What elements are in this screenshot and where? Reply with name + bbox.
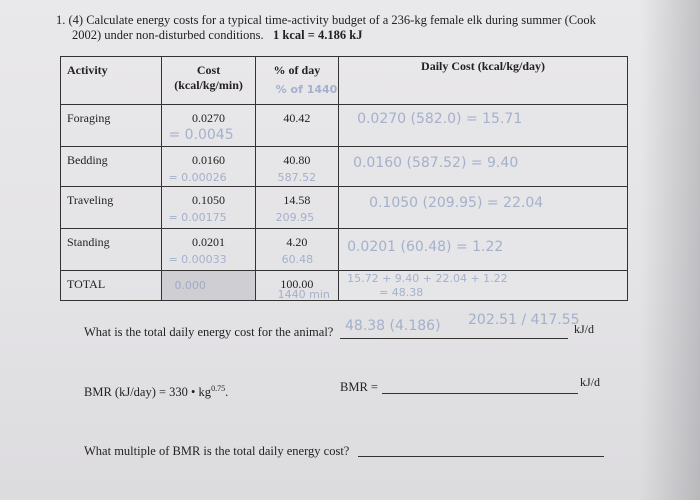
handwriting-daily-sum: 15.72 + 9.40 + 22.04 + 1.22 (347, 272, 508, 285)
total-cost-unit: kJ/d (574, 322, 595, 336)
bmr-formula (84, 384, 228, 400)
bmr-exponent: 0.75 (211, 384, 226, 393)
cell-activity: Traveling (61, 187, 162, 229)
handwriting-total-answer-2: 202.51 / 417.55 (468, 312, 580, 328)
cell-percent (255, 229, 338, 271)
activity-budget-table (60, 56, 628, 301)
table-header-row (61, 57, 628, 105)
bmr-multiple-prompt: What multiple of BMR is the total daily energy cost? (84, 444, 350, 458)
cell-daily-cost (339, 187, 628, 229)
cell-activity: Bedding (61, 147, 162, 187)
bmr-formula-suffix: . (225, 385, 229, 400)
cell-percent-value: 4.20 (286, 235, 308, 249)
question-text-line2 (72, 28, 362, 43)
table-row (61, 105, 628, 147)
bmr-answer-line[interactable] (382, 393, 578, 394)
cell-daily-cost (339, 147, 628, 187)
total-cost-answer-line[interactable] (340, 338, 568, 339)
cell-percent (255, 187, 338, 229)
cell-cost-value: 0.0160 (192, 153, 226, 167)
table-row (61, 187, 628, 229)
cell-cost (162, 147, 255, 187)
header-activity: Activity (61, 57, 162, 105)
cell-activity-total: TOTAL (61, 271, 162, 301)
handwriting-daily: 0.0270 (582.0) = 15.71 (357, 111, 523, 127)
handwriting-pct: 209.95 (275, 211, 315, 224)
table-row-total (61, 271, 628, 301)
cell-daily-cost (339, 229, 628, 271)
handwriting-cost: = 0.00026 (168, 171, 227, 184)
cell-percent-value: 40.80 (283, 153, 311, 167)
handwriting-total-answer: 48.38 (4.186) (345, 318, 441, 334)
header-percent-label: % of day (273, 63, 321, 77)
handwriting-cost: 0.000 (174, 279, 206, 292)
cell-cost (162, 229, 255, 271)
handwriting-pct: 1440 min (277, 288, 330, 301)
cell-cost-value: 0.0201 (192, 235, 226, 249)
table-row (61, 147, 628, 187)
bmr-formula-prefix: BMR (kJ/day) = 330 • kg (84, 385, 212, 400)
cell-percent (255, 147, 338, 187)
handwriting-header-pct: % of 1440 (275, 83, 338, 96)
header-cost-line1: Cost (196, 63, 221, 77)
table-row (61, 229, 628, 271)
handwriting-daily: 0.0160 (587.52) = 9.40 (353, 155, 519, 171)
header-cost-line2: (kcal/kg/min) (174, 78, 243, 92)
question-text: 1. (4) Calculate energy costs for a typical time-activity budget of a 236-kg female elk during summer (Cook (56, 13, 596, 27)
bmr-unit: kJ/d (580, 375, 601, 389)
bmr-multiple-answer-line[interactable] (358, 456, 604, 457)
cell-percent-total (255, 271, 338, 301)
header-daily-cost: Daily Cost (kcal/kg/day) (339, 57, 628, 105)
handwriting-daily: 0.0201 (60.48) = 1.22 (347, 239, 504, 255)
cell-cost (162, 105, 255, 147)
cell-percent-value: 100.00 (280, 277, 314, 291)
cell-daily-cost-total (339, 271, 628, 301)
cell-cost (162, 187, 255, 229)
total-cost-prompt: What is the total daily energy cost for the animal? (84, 325, 334, 339)
conversion-factor: 1 kcal = 4.186 kJ (273, 28, 363, 42)
handwriting-daily: 0.1050 (209.95) = 22.04 (369, 195, 544, 211)
cell-cost-value: 0.1050 (192, 193, 226, 207)
cell-percent: 40.42 (255, 105, 338, 147)
cell-activity: Standing (61, 229, 162, 271)
handwriting-cost: = 0.00175 (168, 211, 227, 224)
header-cost (162, 57, 255, 105)
handwriting-cost: = 0.00033 (168, 253, 227, 266)
cell-daily-cost (339, 105, 628, 147)
handwriting-pct: 60.48 (281, 253, 314, 266)
handwriting-cost: = 0.0045 (168, 127, 234, 143)
bmr-label: BMR = (340, 380, 378, 394)
handwriting-daily-total: = 48.38 (379, 286, 424, 299)
page-shadow (640, 0, 700, 500)
cell-percent-value: 14.58 (283, 193, 311, 207)
handwriting-pct: 587.52 (277, 171, 317, 184)
cell-cost-value: 0.0270 (192, 111, 226, 125)
cell-activity: Foraging (61, 105, 162, 147)
question-line2-text: 2002) under non-disturbed conditions. (72, 28, 264, 42)
header-percent (255, 57, 338, 105)
cell-cost-total (162, 271, 255, 301)
